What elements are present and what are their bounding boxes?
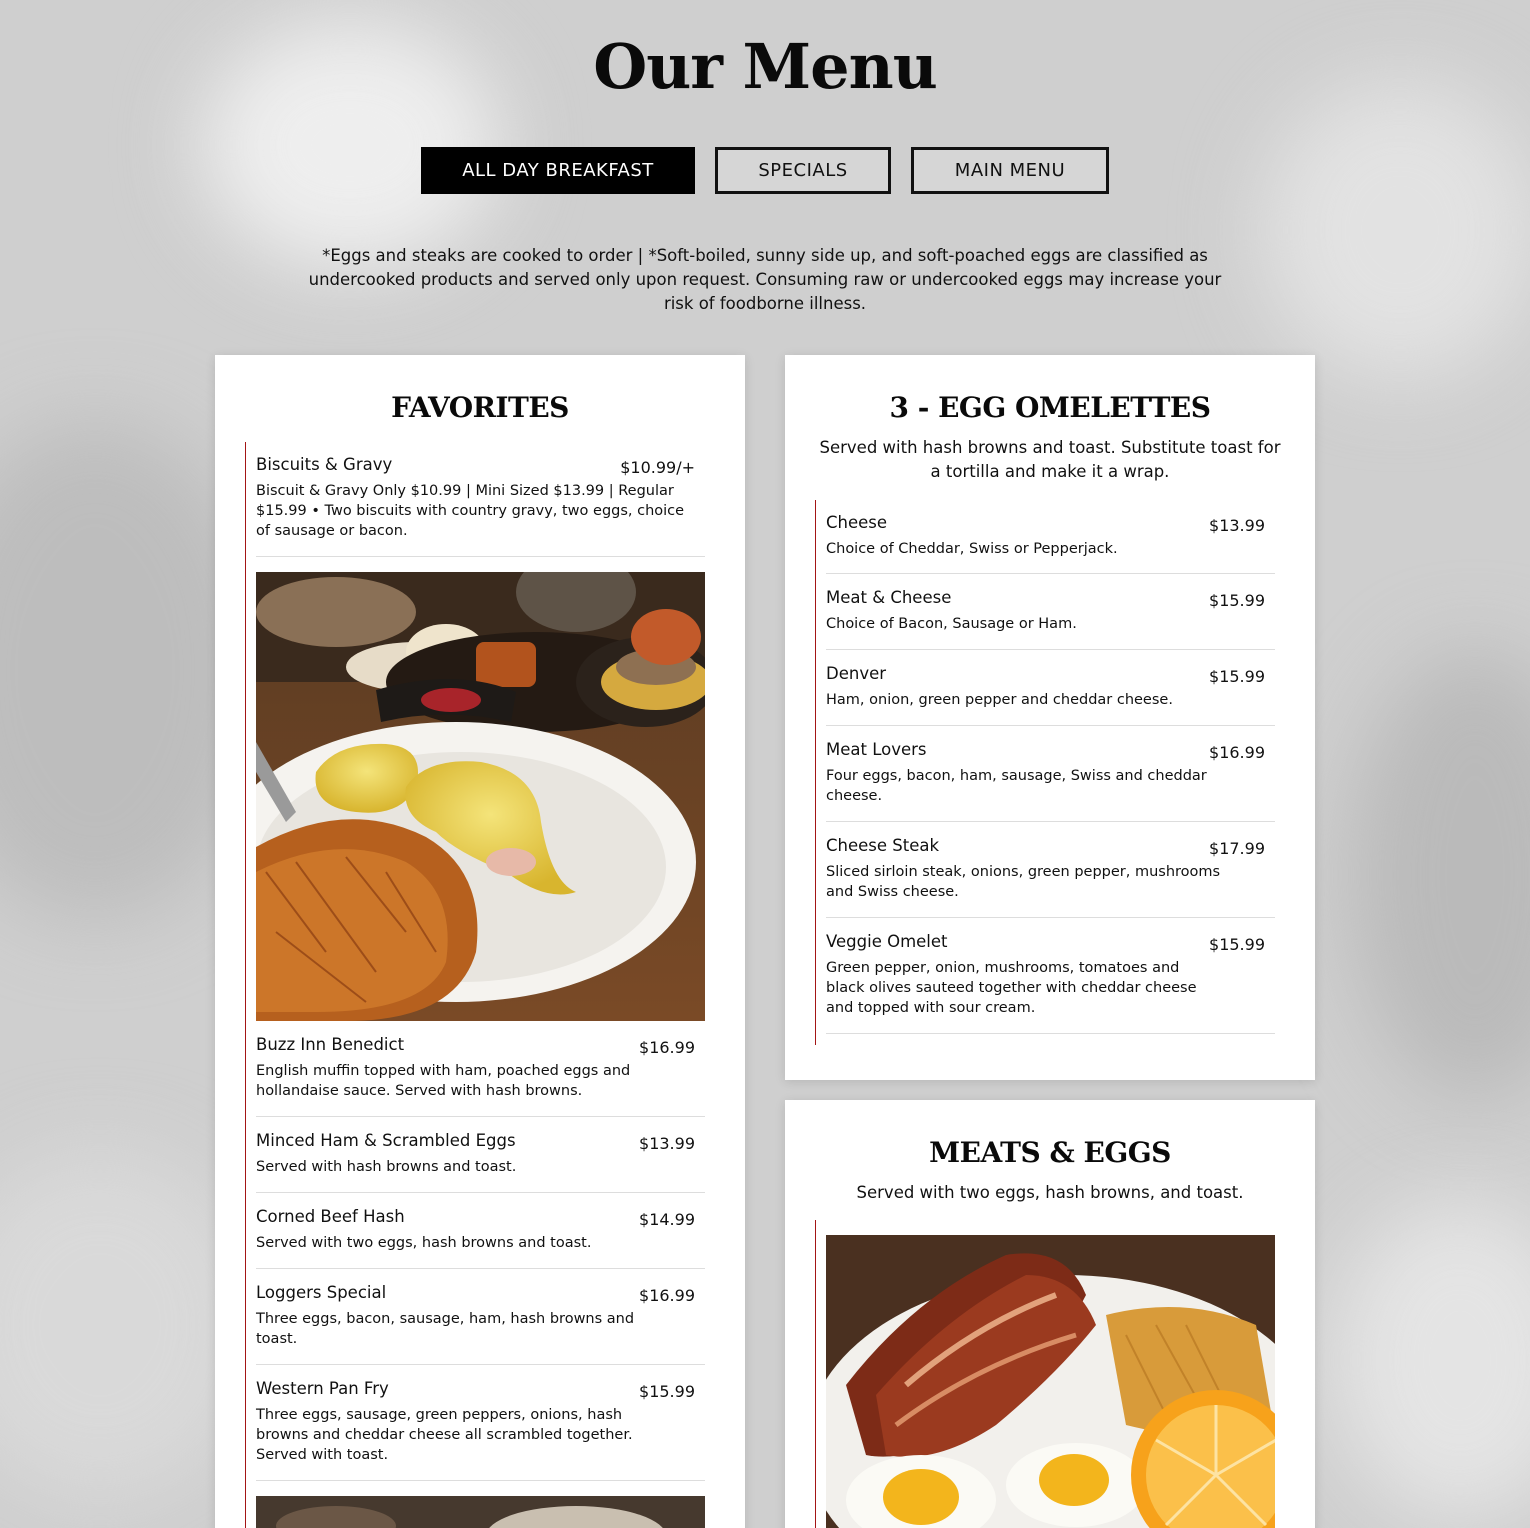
item-price: $16.99: [639, 1286, 695, 1305]
item-name: Cheese Steak: [826, 836, 940, 855]
item-price: $15.99: [1209, 591, 1265, 610]
item-price: $13.99: [1209, 516, 1265, 535]
menu-item: [826, 932, 1275, 1034]
item-name: Meat & Cheese: [826, 588, 952, 607]
menu-item: [256, 1131, 705, 1193]
menu-item: [256, 1379, 705, 1481]
item-price: $10.99/+: [620, 458, 695, 477]
item-price: $14.99: [639, 1210, 695, 1229]
item-description: Ham, onion, green pepper and cheddar cheese.: [826, 692, 1173, 708]
favorites-title: FAVORITES: [391, 391, 569, 424]
menu-item: [826, 664, 1275, 726]
item-price: $16.99: [1209, 743, 1265, 762]
item-price: $15.99: [1209, 667, 1265, 686]
menu-item: [826, 588, 1275, 650]
item-description: Sliced sirloin steak, onions, green pepper, mushrooms and Swiss cheese.: [826, 864, 1221, 900]
menu-item: [826, 836, 1275, 918]
item-price: $16.99: [639, 1038, 695, 1057]
item-description: Choice of Bacon, Sausage or Ham.: [826, 616, 1077, 632]
meats-eggs-title: MEATS & EGGS: [929, 1136, 1171, 1169]
item-description: Biscuit & Gravy Only $10.99 | Mini Sized $13.99 | Regular $15.99 • Two biscuits with country gravy, two eggs, choice of sausage or bacon.: [256, 483, 685, 539]
item-price: $17.99: [1209, 839, 1265, 858]
omelettes-card: [785, 355, 1315, 1080]
omelettes-title: 3 - EGG OMELETTES: [889, 391, 1211, 424]
menu-item: [256, 1283, 705, 1365]
meats-eggs-subtitle: Served with two eggs, hash browns, and toast.: [856, 1183, 1244, 1202]
item-price: $15.99: [639, 1382, 695, 1401]
item-price: $15.99: [1209, 935, 1265, 954]
item-description: English muffin topped with ham, poached eggs and hollandaise sauce. Served with hash browns.: [256, 1063, 631, 1099]
item-name: Minced Ham & Scrambled Eggs: [256, 1131, 516, 1150]
tab-all-day-breakfast[interactable]: ALL DAY BREAKFAST: [421, 147, 695, 194]
item-name: Western Pan Fry: [256, 1379, 389, 1398]
favorites-card: [215, 355, 745, 1528]
item-name: Corned Beef Hash: [256, 1207, 405, 1226]
menu-item: [256, 1207, 705, 1269]
egg-disclaimer: *Eggs and steaks are cooked to order | *Soft-boiled, sunny side up, and soft-poached eggs are classified as undercooked products and served only upon request. Consuming raw or undercooked eggs may increase your risk of foodborne illness.: [308, 246, 1222, 313]
menu-item: [256, 455, 705, 557]
item-name: Biscuits & Gravy: [256, 455, 393, 474]
tab-main-menu[interactable]: MAIN MENU: [911, 147, 1109, 194]
page-title: Our Menu: [593, 30, 937, 103]
meats-eggs-card: [785, 1100, 1315, 1528]
item-description: Served with hash browns and toast.: [256, 1159, 517, 1175]
benedict-photo: [256, 572, 705, 1021]
bacon-eggs-photo: [826, 1235, 1275, 1528]
item-name: Cheese: [826, 513, 888, 532]
menu-item: [826, 513, 1275, 574]
item-description: Four eggs, bacon, ham, sausage, Swiss and cheddar cheese.: [826, 768, 1207, 804]
item-description: Three eggs, bacon, sausage, ham, hash browns and toast.: [256, 1311, 635, 1347]
accent-rule: [815, 500, 816, 1045]
item-description: Served with two eggs, hash browns and toast.: [256, 1235, 592, 1251]
item-description: Three eggs, sausage, green peppers, onions, hash browns and cheddar cheese all scrambled together. Served with toast.: [256, 1407, 633, 1463]
item-name: Loggers Special: [256, 1283, 387, 1302]
item-description: Green pepper, onion, mushrooms, tomatoes and black olives sauteed together with cheddar cheese and topped with sour cream.: [826, 960, 1197, 1016]
tab-specials[interactable]: SPECIALS: [715, 147, 891, 194]
item-price: $13.99: [639, 1134, 695, 1153]
item-name: Veggie Omelet: [826, 932, 948, 951]
item-name: Buzz Inn Benedict: [256, 1035, 405, 1054]
item-name: Meat Lovers: [826, 740, 927, 759]
item-name: Denver: [826, 664, 887, 683]
accent-rule: [245, 442, 246, 1528]
menu-item: [256, 1035, 705, 1117]
accent-rule: [815, 1220, 816, 1528]
item-description: Choice of Cheddar, Swiss or Pepperjack.: [826, 541, 1118, 557]
menu-item: [826, 740, 1275, 822]
omelettes-subtitle: Served with hash browns and toast. Substitute toast for a tortilla and make it a wrap.: [819, 438, 1281, 481]
food-photo: [256, 1496, 705, 1528]
